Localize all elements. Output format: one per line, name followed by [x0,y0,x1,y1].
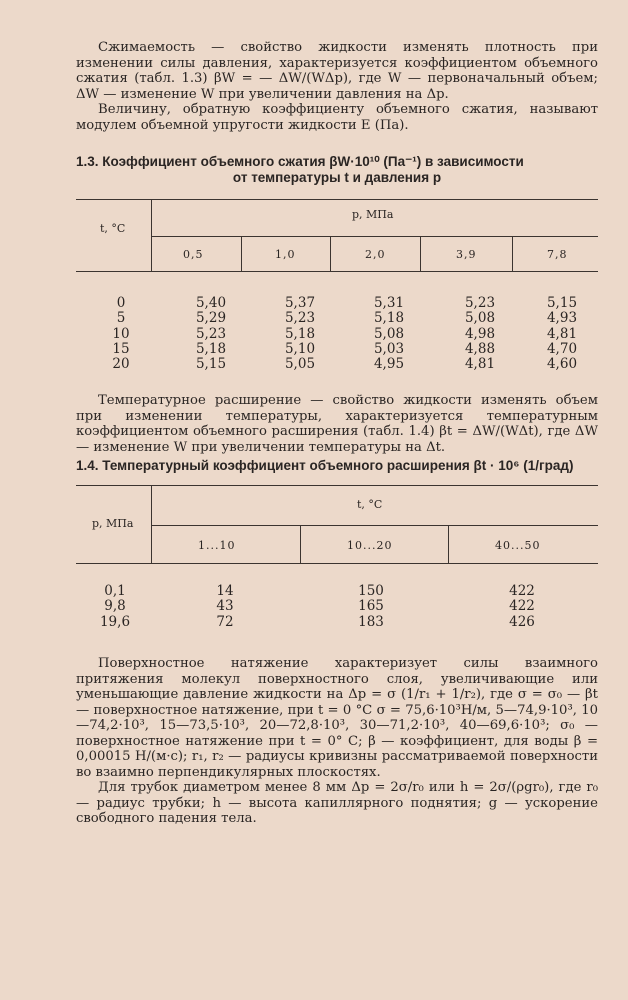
compressibility-paragraph: Сжимаемость — свойство жидкости изменять плотность при изменении силы давления, характеризуется коэффициентом объемного сжатия (табл. 1.3) βW = — ΔW/(WΔp), где W — первоначальный объем; ΔW — изменение W при увеличении давления на Δp. [76,40,598,102]
table-cell: 4,95 [373,356,405,373]
table-1-3-row-header-divider [151,199,152,271]
thermal-expansion-paragraph: Температурное расширение — свойство жидкости изменять объем при изменении температуры, характеризуется температурным коэффициентом объемного расширения (табл. 1.4) βt = ΔW/(WΔt), где ΔW — изменение W при увеличении температуры на Δt. [76,393,598,455]
compressibility-text [76,40,598,133]
table-cell: 5,10 [284,340,316,357]
table-cell: 5,40 [195,295,227,311]
table-cell: 72 [216,613,234,630]
table-1-3-row-header: t, °C [100,222,126,235]
table-cell: 5,05 [284,356,316,373]
table-cell: 183 [358,613,384,630]
table-row [76,615,598,630]
table-1-3-caption-line1: 1.3. Коэффициент объемного сжатия βW·10¹⁰ (Па⁻¹) в зависимости [76,154,524,169]
table-cell: 150 [358,583,384,599]
table-row [76,584,598,599]
table-row [76,311,598,326]
table-1-3-group-header: p, МПа [352,208,394,221]
table-cell: 5,03 [373,340,405,357]
table-1-4-caption-text: 1.4. Температурный коэффициент объемного расширения βt · 10⁶ (1/град) [76,458,574,473]
table-1-3-col-divider [420,236,421,271]
table-1-4-col-header: 40...50 [495,539,541,552]
table-cell: 5 [116,310,126,327]
thermal-expansion-text [76,393,598,455]
table-cell: 4,93 [546,310,578,327]
table-cell: 4,70 [546,340,578,357]
table-cell: 5,15 [546,295,578,311]
table-cell: 4,98 [464,325,496,342]
table-1-3-col-header: 3,9 [456,248,477,261]
table-cell: 14 [216,583,234,599]
table-1-4-col-divider [300,525,301,563]
table-1-4-group-rule [151,525,598,526]
table-cell: 165 [358,598,384,615]
table-row [76,342,598,357]
table-cell: 15 [112,340,130,357]
table-cell: 426 [509,613,535,630]
capillary-paragraph: Для трубок диаметром менее 8 мм Δp = 2σ/r₀ или h = 2σ/(ρgr₀), где r₀ — радиус трубки; h — высота капиллярного поднятия; g — ускорение свободного падения тела. [76,780,598,826]
table-row [76,599,598,614]
table-1-3-col-header: 2,0 [365,248,386,261]
table-row [76,296,598,311]
table-1-4-col-header: 1...10 [198,539,236,552]
table-1-3-col-divider [330,236,331,271]
table-1-3-col-header: 1,0 [275,248,296,261]
table-cell: 10 [112,325,130,342]
table-cell: 0,1 [104,583,126,599]
table-cell: 5,18 [373,310,405,327]
table-1-4-col-header: 10...20 [347,539,393,552]
table-cell: 9,8 [104,598,126,615]
surface-tension-text [76,656,598,827]
table-cell: 5,18 [284,325,316,342]
table-cell: 4,88 [464,340,496,357]
table-cell: 5,08 [373,325,405,342]
table-1-4-header-rule [76,563,598,564]
table-cell: 19,6 [99,613,131,630]
table-1-3-body [76,296,598,372]
table-cell: 5,18 [195,340,227,357]
table-1-3-col-header: 0,5 [183,248,204,261]
table-row [76,357,598,372]
table-1-3-col-divider [512,236,513,271]
table-1-3-header-rule [76,271,598,272]
table-1-4-row-header: p, МПа [92,517,134,530]
table-cell: 5,23 [195,325,227,342]
table-cell: 5,23 [464,295,496,311]
table-1-3-col-header: 7,8 [547,248,568,261]
table-cell: 5,37 [284,295,316,311]
table-1-4-top-rule [76,485,598,486]
table-1-3-top-rule [76,199,598,200]
table-1-3-caption [76,154,598,186]
bulk-modulus-paragraph: Величину, обратную коэффициенту объемного сжатия, называют модулем объемной упругости жидкости E (Па). [76,102,598,133]
table-cell: 43 [216,598,234,615]
table-1-3-caption-line2: от температуры t и давления p [232,170,442,185]
table-cell: 422 [509,598,535,615]
table-cell: 0 [116,295,126,311]
table-cell: 4,60 [546,356,578,373]
table-1-3-group-rule [151,236,598,237]
table-1-3-col-divider [241,236,242,271]
table-1-4-caption [76,458,598,474]
table-cell: 5,23 [284,310,316,327]
table-cell: 5,31 [373,295,405,311]
table-cell: 5,29 [195,310,227,327]
table-cell: 422 [509,583,535,599]
table-1-4-group-header: t, °C [357,498,383,511]
table-row [76,327,598,342]
table-1-4-body [76,584,598,630]
table-cell: 5,15 [195,356,227,373]
table-1-4-row-header-divider [151,485,152,563]
table-cell: 4,81 [546,325,578,342]
table-cell: 5,08 [464,310,496,327]
table-1-4-col-divider [448,525,449,563]
table-cell: 20 [112,356,130,373]
table-cell: 4,81 [464,356,496,373]
surface-tension-paragraph: Поверхностное натяжение характеризует силы взаимного притяжения молекул поверхностного слоя, увеличивающие или уменьшающие давление жидкости на Δp = σ (1/r₁ + 1/r₂), где σ = σ₀ — βt — поверхностное натяжение, при t = 0 °C σ = 75,6·10³Н/м, 5—74,9·10³, 10—74,2·10³, 15—73,5·10³, 20—72,8·10³, 30—71,2·10³, 40—69,6·10³; σ₀ — поверхностное натяжение при t = 0° C; β — коэффициент, для воды β = 0,00015 Н/(м·с); r₁, r₂ — радиусы кривизны рассматриваемой поверхности во взаимно перпендикулярных плоскостях. [76,656,598,780]
